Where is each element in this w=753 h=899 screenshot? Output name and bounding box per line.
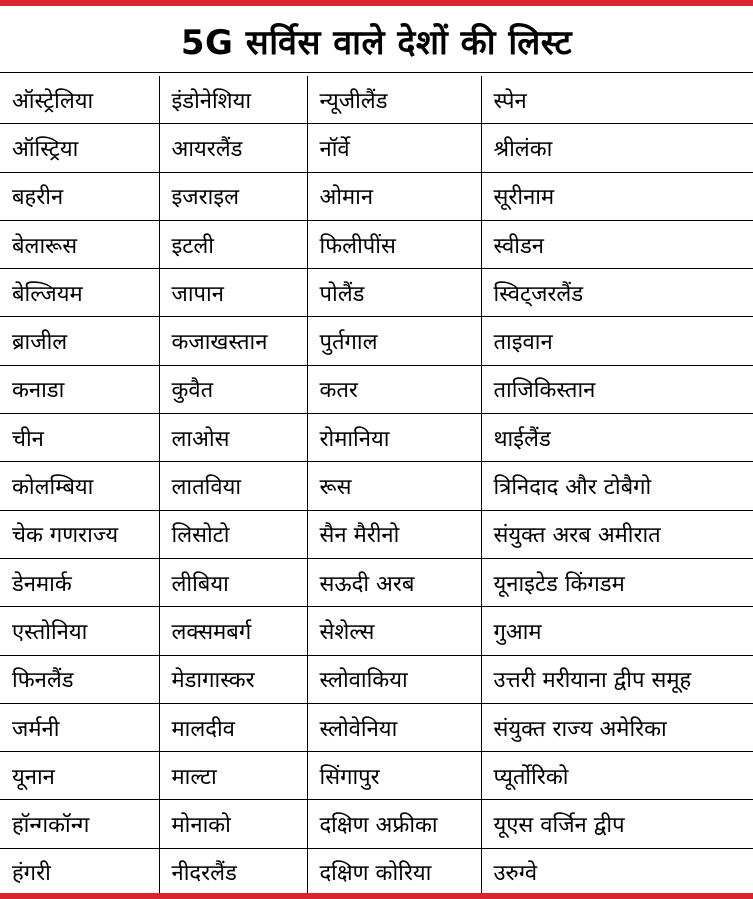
country-cell: ब्राजील: [0, 317, 159, 365]
country-cell: मोनाको: [159, 800, 307, 848]
top-accent-rule: [0, 0, 753, 6]
table-row: [0, 655, 753, 703]
table-row: [0, 124, 753, 172]
country-cell: एस्तोनिया: [0, 607, 159, 655]
country-cell: आयरलैंड: [159, 124, 307, 172]
country-cell: रोमानिया: [307, 414, 481, 462]
table-row: [0, 172, 753, 220]
country-cell: सैन मैरीनो: [307, 510, 481, 558]
country-cell: श्रीलंका: [481, 124, 753, 172]
table-row: [0, 607, 753, 655]
table-row: [0, 220, 753, 268]
country-cell: उरुग्वे: [493, 861, 538, 887]
country-cell: कोलम्बिया: [0, 462, 159, 510]
country-cell: हंगरी: [0, 848, 159, 896]
country-cell: ओमान: [307, 172, 481, 220]
country-cell: फिनलैंड: [0, 655, 159, 703]
country-cell: गुआम: [481, 607, 753, 655]
country-cell: लातविया: [159, 462, 307, 510]
country-cell: प्यूर्तोरिको: [481, 752, 753, 800]
country-cell: लीबिया: [159, 558, 307, 606]
table-row: [0, 800, 753, 848]
table-row: [0, 269, 753, 317]
title-divider: [0, 72, 753, 73]
country-cell: सेशेल्स: [307, 607, 481, 655]
bottom-accent-rule: [0, 893, 753, 899]
table-row: [0, 365, 753, 413]
country-cell: यूएस वर्जिन द्वीप: [481, 800, 753, 848]
country-cell: ऑस्ट्रेलिया: [0, 76, 159, 124]
country-cell: जर्मनी: [0, 703, 159, 751]
country-cell: रूस: [307, 462, 481, 510]
country-cell: लक्समबर्ग: [159, 607, 307, 655]
country-table-body: [0, 76, 753, 896]
country-cell: मेडागास्कर: [159, 655, 307, 703]
table-row: [0, 752, 753, 800]
country-cell: दक्षिण अफ्रीका: [307, 800, 481, 848]
table-row: [0, 510, 753, 558]
country-cell: कुवैत: [159, 365, 307, 413]
country-cell: लाओस: [159, 414, 307, 462]
country-cell: सऊदी अरब: [307, 558, 481, 606]
country-cell: यूनान: [0, 752, 159, 800]
country-cell: बेल्जियम: [0, 269, 159, 317]
table-row: [0, 462, 753, 510]
country-cell: सूरीनाम: [481, 172, 753, 220]
country-cell: उत्तरी मरीयाना द्वीप समूह: [481, 655, 753, 703]
country-cell: माल्टा: [159, 752, 307, 800]
country-cell: संयुक्त राज्य अमेरिका: [481, 703, 753, 751]
country-cell: इंडोनेशिया: [159, 76, 307, 124]
country-cell: स्लोवेनिया: [307, 703, 481, 751]
country-cell: नॉर्वे: [307, 124, 481, 172]
country-cell: ताइवान: [481, 317, 753, 365]
country-cell: ताजिकिस्तान: [481, 365, 753, 413]
country-cell: स्पेन: [481, 76, 753, 124]
country-cell: इजराइल: [159, 172, 307, 220]
table-row: [0, 317, 753, 365]
country-cell: चीन: [0, 414, 159, 462]
table-row: [0, 703, 753, 751]
table-row: [0, 558, 753, 606]
country-cell: यूनाइटेड किंगडम: [481, 558, 753, 606]
country-cell: इटली: [159, 220, 307, 268]
country-cell: बेलारूस: [0, 220, 159, 268]
country-cell: मालदीव: [159, 703, 307, 751]
country-cell: स्लोवाकिया: [307, 655, 481, 703]
country-cell: पोलैंड: [307, 269, 481, 317]
country-cell: हॉन्गकॉन्ग: [0, 800, 159, 848]
country-cell: बहरीन: [0, 172, 159, 220]
country-cell: कनाडा: [0, 365, 159, 413]
table-row: [0, 76, 753, 124]
country-cell: जापान: [159, 269, 307, 317]
country-cell: स्विट्जरलैंड: [481, 269, 753, 317]
country-cell: कजाखस्तान: [159, 317, 307, 365]
country-cell: फिलीपींस: [307, 220, 481, 268]
country-cell: दक्षिण कोरिया: [307, 848, 481, 896]
country-cell: लिसोटो: [159, 510, 307, 558]
country-cell: त्रिनिदाद और टोबैगो: [481, 462, 753, 510]
table-row: [0, 414, 753, 462]
country-cell: न्यूजीलैंड: [307, 76, 481, 124]
country-table: [0, 76, 753, 896]
country-cell: ऑस्ट्रिया: [0, 124, 159, 172]
country-cell: संयुक्त अरब अमीरात: [481, 510, 753, 558]
country-cell: कतर: [307, 365, 481, 413]
table-row: [0, 848, 753, 896]
country-cell: पुर्तगाल: [307, 317, 481, 365]
country-cell: थाईलैंड: [481, 414, 753, 462]
page-title: 5G सर्विस वाले देशों की लिस्ट: [180, 23, 573, 63]
country-cell: स्वीडन: [481, 220, 753, 268]
country-cell: सिंगापुर: [307, 752, 481, 800]
country-cell: डेनमार्क: [0, 558, 159, 606]
country-cell: नीदरलैंड: [159, 848, 307, 896]
country-cell: चेक गणराज्य: [0, 510, 159, 558]
